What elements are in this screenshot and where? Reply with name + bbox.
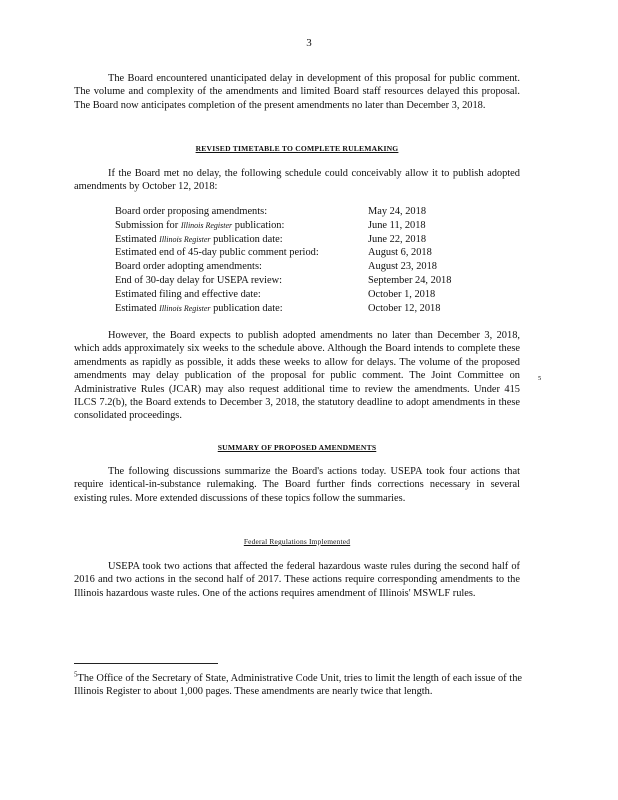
schedule-row	[115, 302, 515, 316]
schedule-event: End of 30-day delay for USEPA review:	[115, 274, 282, 286]
footnote-reference: 5	[538, 375, 542, 382]
register-italic: Illinois Register	[159, 303, 211, 313]
schedule-date: June 22, 2018	[368, 233, 427, 245]
schedule-date: June 11, 2018	[368, 219, 426, 231]
schedule-date: August 23, 2018	[368, 261, 437, 273]
schedule-row	[115, 219, 515, 233]
footnote-text: The Office of the Secretary of State, Administrative Code Unit, tries to limit the length of each issue of the Illinois Register to about 1,000 pages. These amendments are nearly twice that length.	[74, 673, 522, 698]
federal-paragraph: USEPA took two actions that affected the federal hazardous waste rules during the second half of 2016 and two actions in the second half of 2017. These actions require corresponding amendments to the Illinois hazardous waste rules. One of the actions requires amendment of Illinois' MSWLF rules.	[74, 561, 520, 599]
register-italic: Illinois Register	[159, 234, 211, 244]
register-italic: Illinois Register	[180, 220, 233, 230]
schedule-row	[115, 260, 515, 274]
schedule-event: Board order adopting amendments:	[115, 261, 262, 273]
footnote	[74, 672, 522, 699]
schedule-event: Estimated filing and effective date:	[115, 288, 261, 300]
summary-paragraph: The following discussions summarize the Board's actions today. USEPA took four actions that require identical-in-substance rulemaking. The Board further finds corrections necessary in several existing rules. More extended discussions of these topics follow the summaries.	[74, 466, 520, 504]
schedule-row	[115, 233, 515, 247]
heading-federal-regulations	[74, 535, 520, 548]
heading-summary-text: SUMMARY OF PROPOSED AMENDMENTS	[217, 443, 377, 452]
schedule-event: Submission for Illinois Register publication:	[115, 219, 285, 231]
schedule-list	[115, 205, 515, 315]
schedule-event: Estimated end of 45-day public comment period:	[115, 247, 319, 259]
schedule-event: Board order proposing amendments:	[115, 206, 268, 217]
heading-summary	[74, 441, 520, 454]
heading-revised-timetable	[74, 142, 520, 155]
schedule-row	[115, 288, 515, 302]
schedule-event: Estimated Illinois Register publication date:	[115, 233, 283, 245]
heading-revised-timetable-text: REVISED TIMETABLE TO COMPLETE RULEMAKING	[195, 144, 399, 153]
schedule-event: Estimated Illinois Register publication date:	[115, 302, 283, 314]
schedule-date: September 24, 2018	[368, 274, 452, 286]
schedule-row	[115, 246, 515, 260]
page-number: 3	[306, 37, 312, 49]
schedule-date: October 1, 2018	[368, 288, 436, 300]
footnote-number: 5	[74, 670, 78, 679]
schedule-date: May 24, 2018	[368, 206, 427, 217]
schedule-date: October 12, 2018	[368, 302, 441, 314]
schedule-row	[115, 205, 515, 219]
schedule-row	[115, 274, 515, 288]
however-paragraph: However, the Board expects to publish adopted amendments no later than December 3, 2018, which adds approximately six weeks to the schedule above. Although the Board intends to complete these amendments as rapidly as possible, it adds these weeks to allow for delays. The volume of the proposed amendments may delay publication of the proposal for public comment. The Joint Committee on Administrative Rules (JCAR) may also request additional time to review the amendments. Under 415 ILCS 7.2(b), the Board extends to December 3, 2018, the statutory deadline to adopt amendments in these consolidated proceedings.	[74, 330, 520, 422]
heading-federal-regulations-text: Federal Regulations Implemented	[243, 537, 351, 546]
schedule-date: August 6, 2018	[368, 247, 432, 259]
footnote-divider	[74, 663, 218, 664]
intro-paragraph: The Board encountered unanticipated delay in development of this proposal for public comment. The volume and complexity of the amendments and limited Board staff resources delayed this proposal. The Board now anticipates completion of the present amendments no later than December 3, 2018.	[74, 73, 520, 111]
schedule-intro-paragraph: If the Board met no delay, the following schedule could conceivably allow it to publish adopted amendments by October 12, 2018:	[74, 168, 520, 193]
